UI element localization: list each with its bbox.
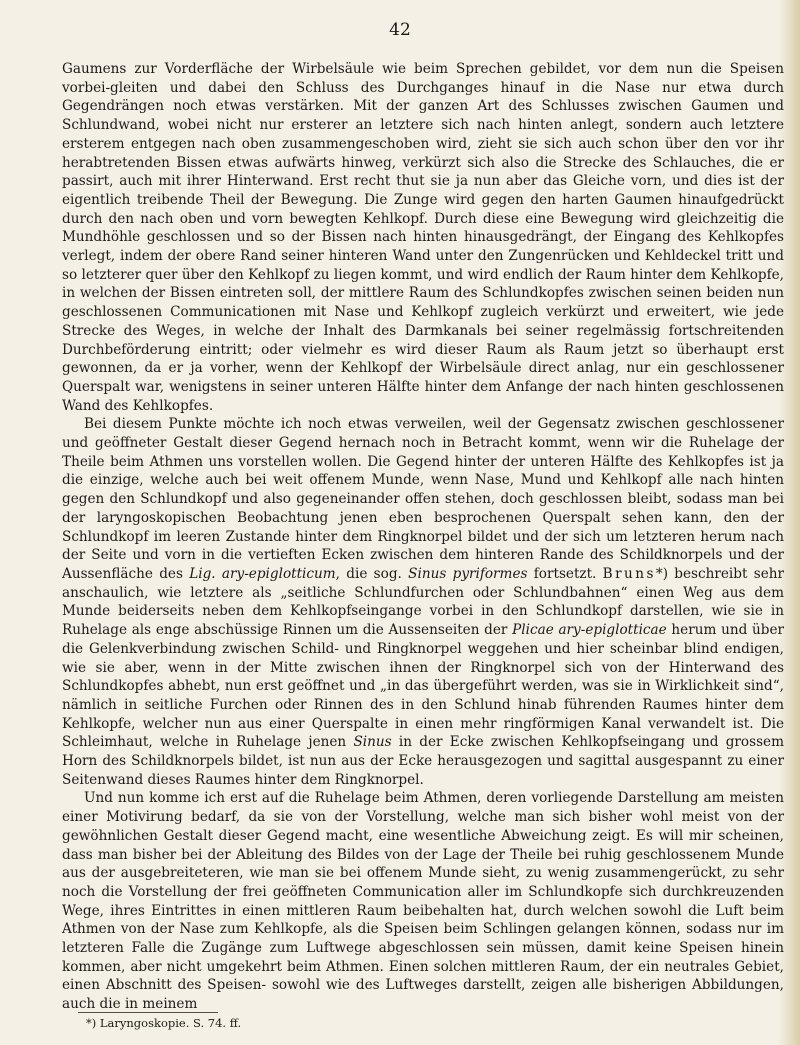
- italic-term: Lig. ary-epiglotticum: [189, 565, 336, 582]
- text-run: fortsetzt.: [527, 565, 603, 582]
- author-name: Bruns: [602, 565, 656, 582]
- paragraph: [62, 415, 784, 789]
- text-run: Gaumens zur Vorderfläche der Wirbelsäule wie beim Sprechen gebildet, vor dem nun die Speisen vorbei-gleiten und dabei den Schluss des Durchganges hinauf in die Nase nur etwa durch Gegendrängen noch etwas verstärken. Mit der ganzen Art des Schlusses zwischen Gaumen und Schlundwand, wobei nicht nur ersterer an letztere sich nach hinten anlegt, sondern auch letztere ersterem entgegen nach oben zusammengeschoben wird, zieht sie sich auch schon über den vor ihr herabtretenden Bissen etwas aufwärts hinweg, verkürzt sich also die Strecke des Schlauches, die er passirt, auch mit ihrer Hinterwand. Erst recht thut sie ja nun aber das Gleiche vorn, und dies ist der eigentlich treibende Theil der Bewegung. Die Zunge wird gegen den harten Gaumen hinaufgedrückt durch den nach oben und vorn bewegten Kehlkopf. Durch diese eine Bewegung wird gleichzeitig die Mundhöhle geschlossen und so der Bissen nach hinten hinausgedrängt, der Eingang des Kehlkopfes verlegt, indem der obere Rand seiner hinteren Wand unter den Zungenrücken und Kehldeckel tritt und so letzterer quer über den Kehlkopf zu liegen kommt, und wird endlich der Raum hinter dem Kehlkopfe, in welchen der Bissen eintreten soll, der mittlere Raum des Schlundkopfes zwischen seinen beiden nun geschlossenen Communicationen mit Nase und Kehlkopf zugleich verkürzt und erweitert, wie jede Strecke des Weges, in welche der Inhalt des Darmkanals bei seiner regelmässig fortschreitenden Durchbeförderung eintritt; oder vielmehr es wird dieser Raum als Raum jetzt so überhaupt erst gewonnen, da er ja vorher, wenn der Kehlkopf der Wirbelsäule direct anlag, nur ein geschlossener Querspalt war, wenigstens in seiner unteren Hälfte hinter dem Anfange der nach hinten geschlossenen Wand des Kehlkopfes.: [62, 61, 784, 414]
- text-run: , die sog.: [335, 565, 409, 582]
- text-run: Bei diesem Punkte möchte ich noch etwas verweilen, weil der Gegensatz zwischen geschlossener und geöffneter Gestalt dieser Gegend hernach noch in Betracht kommt, wenn wir die Ruhelage der Theile beim Athmen uns vorstellen wollen. Die Gegend hinter der unteren Hälfte des Kehlkopfes ist ja die einzige, welche auch bei weit offenem Munde, wenn Nase, Mund und Kehlkopf alle nach hinten gegen den Schlundkopf und also gegeneinander offen stehen, doch geschlossen bleibt, sodass man bei der laryngoskopischen Beobachtung jenen eben besprochenen Querspalt sehen kann, den der Schlundkopf im leeren Zustande hinter dem Ringknorpel bildet und der sich um letzteren herum nach der Seite und vorn in die vertieften Ecken zwischen dem hinteren Rande des Schildknorpels und der Aussenfläche des: [62, 416, 784, 582]
- italic-term: Sinus: [353, 734, 392, 751]
- paragraph: [62, 60, 784, 415]
- page-number: 42: [389, 20, 411, 40]
- body-text: [62, 60, 784, 1014]
- text-run: Und nun komme ich erst auf die Ruhelage beim Athmen, deren vorliegende Darstellung am meisten einer Motivirung bedarf, da sie von der Vorstellung, welche man sich bisher wohl meist von der gewöhnlichen Gestalt dieser Gegend macht, eine wesentliche Abweichung zeigt. Es will mir scheinen, dass man bisher bei der Ableitung des Bildes von der Lage der Theile bei ruhig geschlossenem Munde aus der ausgebreiteteren, wie man sie bei offenem Munde sieht, zu wenig zusammengerückt, zu sehr noch die Vorstellung der frei geöffneten Communication aller im Schlundkopfe sich durchkreuzenden Wege, ihres Eintrittes in einen mittleren Raum beibehalten hat, durch welchen sowohl die Luft beim Athmen von der Nase zum Kehlkopfe, als die Speisen beim Schlingen gelangen können, sodass nur im letzteren Falle die Zugänge zum Luftwege abgeschlossen sein müssen, damit keine Speisen hinein kommen, aber nicht umgekehrt beim Athmen. Einen solchen mittleren Raum, der ein neutrales Gebiet, einen Abschnitt des Speisen- sowohl wie des Luftweges darstellt, zeigen alle bisherigen Abbildungen, auch die in meinem: [62, 790, 784, 1013]
- paragraph: [62, 789, 784, 1013]
- footnote: *) Laryngoskopie. S. 74. ff.: [86, 1016, 242, 1030]
- text-run: herum und über die Gelenkverbindung zwischen Schild- und Ringknorpel weggehen und hier scheinbar blind endigen, wie sie aber, wenn in der Mitte zwischen ihnen der Ringknorpel sich von der Hinterwand des Schlundkopfes abhebt, nun erst geöffnet und „in das übergeführt werden, was sie in Wirklichkeit sind“, nämlich in seitliche Furchen oder Rinnen des in den Schlund hinab führenden Raumes hinter dem Kehlkopfe, welcher nun aus einer Querspalte in einen mehr ringförmigen Kanal verwandelt ist. Die Schleimhaut, welche in Ruhelage jenen: [62, 622, 784, 751]
- text-run: *) beschreibt sehr anschaulich, wie letztere als „seitliche Schlundfurchen oder Schlundbahnen“ einen Weg aus dem Munde beiderseits neben dem Kehlkopfseingange vorbei in den Schlundkopf darstellen, wie sie in Ruhelage als enge abschüssige Rinnen um die Aussenseiten der: [62, 565, 785, 639]
- footnote-divider: [78, 1012, 218, 1013]
- text-run: in der Ecke zwischen Kehlkopfseingang und grossem Horn des Schildknorpels bildet, ist nun aus der Ecke herausgezogen und sagittal ausgespannt zu einer Seitenwand dieses Raumes hinter dem Ringknorpel.: [62, 734, 784, 788]
- italic-term: Sinus pyriformes: [408, 565, 528, 582]
- italic-term: Plicae ary-epiglotticae: [512, 622, 667, 639]
